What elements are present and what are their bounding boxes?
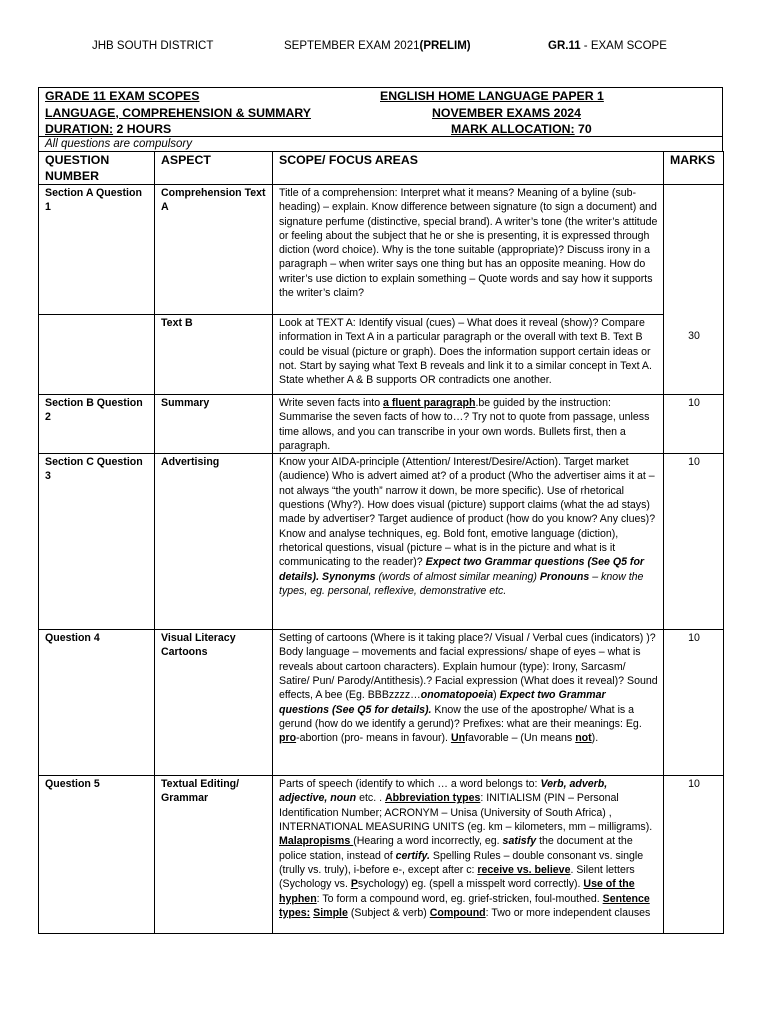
scope-text-segment: diction xyxy=(335,272,367,285)
scope-text-segment: suitable (appropriate)? xyxy=(458,244,564,257)
aspect-cell: Visual Literacy Cartoons xyxy=(155,630,273,776)
scope-text-segment: is presenting, it is expressed through xyxy=(473,229,650,242)
scope-text-segment: of cartoons (Where is it taking place?/ Visual / Verbal cues (indicators) )? xyxy=(311,632,656,645)
scope-cell xyxy=(273,185,664,315)
scope-text-segment: byline xyxy=(581,187,609,199)
scope-text-segment: : To form a compound word, eg. grief-stricken, foul-mouthed. xyxy=(316,892,603,905)
scope-text-segment: diction (word choice). xyxy=(279,244,380,257)
scope-text-segment: into xyxy=(360,397,384,409)
scope-text-segment: ) Who xyxy=(325,470,354,483)
scope-text-segment: Simple xyxy=(313,906,348,919)
table-row xyxy=(39,454,724,630)
scope-text-segment: – Unisa (University of South Africa) , xyxy=(438,806,612,819)
title-row-1 xyxy=(39,88,722,105)
scope-text-segment: ) xyxy=(493,689,500,702)
scope-text-segment: Use of the hyphen xyxy=(279,878,635,905)
scope-cell xyxy=(273,454,664,630)
compulsory-note: All questions are compulsory xyxy=(38,137,723,151)
scope-text-segment: Abbreviation types xyxy=(384,792,481,805)
duration xyxy=(45,121,171,138)
table-body xyxy=(39,185,724,934)
scope-text-segment: Un xyxy=(450,732,466,745)
grade-rest: - EXAM SCOPE xyxy=(580,40,667,52)
scope-text-segment: Prefixes: xyxy=(462,717,504,730)
table-row xyxy=(39,185,724,315)
scope-text-segment: eg. (spell a misspelt word correctly). xyxy=(408,878,584,891)
exam-label xyxy=(284,40,471,52)
grade-code: GR.11 xyxy=(548,40,581,52)
page-header xyxy=(0,40,768,56)
scope-text-segment: a fluent paragraph xyxy=(383,397,476,409)
scope-text-segment: Know the use of the apostrophe/ What is a gerund (how do we identify a gerund)? xyxy=(279,703,635,730)
scope-text-segment: – know the types, eg. personal, reflexive, demonstrative etc. xyxy=(279,570,644,597)
mark-allocation xyxy=(451,121,592,138)
scope-text-segment: receive vs. believe xyxy=(477,863,571,876)
paper-subject: LANGUAGE, COMPREHENSION & SUMMARY xyxy=(45,105,311,120)
scope-text-segment: Setting xyxy=(279,632,312,645)
scope-text-segment: what are their meanings: Eg. xyxy=(503,717,642,730)
scope-cell xyxy=(273,630,664,776)
scope-text-segment: Parts of speech xyxy=(279,778,353,791)
scope-text-segment: tone (the writer’s attitude or feeling about the subject that he or she xyxy=(279,215,658,242)
exam-session: NOVEMBER EXAMS 2024 xyxy=(432,105,581,120)
duration-value: 2 HOURS xyxy=(113,122,172,136)
header-question-number: QUESTION NUMBER xyxy=(39,152,155,185)
scope-text-segment: (words of almost similar meaning) xyxy=(375,570,540,583)
scope-text-segment: onomatopoeia xyxy=(420,689,494,702)
grade-exam-scopes: GRADE 11 EXAM SCOPES xyxy=(45,89,200,103)
scope-text-segment: your own words. xyxy=(458,425,536,438)
scope-text-segment: ; ACRONYM xyxy=(379,806,439,819)
scope-text-segment: Expect two Grammar questions (See Q5 for details). xyxy=(279,689,606,716)
scope-text-segment: . Silent letters ( xyxy=(279,863,635,891)
table-row xyxy=(39,630,724,776)
exam-name: SEPTEMBER EXAM 2021 xyxy=(284,40,420,52)
scope-text-segment: ). xyxy=(591,732,599,745)
scope-text-segment: Expect two Grammar questions (See Q5 for details). xyxy=(279,556,645,583)
scope-text-segment: the document at the police station, instead of xyxy=(279,835,633,862)
title-row-3 xyxy=(39,121,722,138)
scope-text-segment: (PIN – Personal Identification Number xyxy=(279,792,619,819)
marks-cell: 10 xyxy=(664,395,724,454)
header-aspect: ASPECT xyxy=(155,152,273,185)
scope-text-segment: Sychology vs. xyxy=(282,878,351,891)
scope-text-segment: (Hearing a word incorrectly, eg. xyxy=(353,835,503,848)
aspect-cell: Text B xyxy=(155,315,273,395)
marks-cell xyxy=(664,185,724,315)
question-number-cell: Section B Question 2 xyxy=(39,395,155,454)
aspect-cell: Advertising xyxy=(155,454,273,630)
scope-text-segment: -abortion (pro- means in favour). xyxy=(296,732,451,745)
paper-title: ENGLISH HOME LANGUAGE PAPER 1 xyxy=(380,89,604,103)
scope-text-segment: favorable – (Un means xyxy=(465,732,576,745)
scope-cell xyxy=(273,315,664,395)
scope-text-segment: Write xyxy=(279,397,307,409)
question-number-cell xyxy=(39,315,155,395)
mark-value: 70 xyxy=(574,122,592,136)
scope-text-segment: Body language xyxy=(279,646,350,659)
exam-suffix: (PRELIM) xyxy=(419,40,471,52)
scope-text-segment: not xyxy=(575,732,592,745)
scope-text-segment: (What does it reveal)? xyxy=(517,675,627,688)
scope-text-segment: Pronouns xyxy=(539,570,590,583)
mark-label: MARK ALLOCATION: xyxy=(451,122,575,136)
scope-text-segment: INTERNATIONAL MEASURING UNITS xyxy=(279,821,465,834)
scope-text-segment: Know your AIDA-principle (Attention/ Interest/Desire/Action). Target market (audience xyxy=(279,456,629,483)
scope-text-segment: (eg. km – kilometers, mm – milligrams). xyxy=(464,821,653,834)
question-number-cell: Question 4 xyxy=(39,630,155,776)
scope-text-segment: (sub-heading) – explain. Know difference between signature (to sign a document) and signature perfume (distinctive, special brand). A writer’s xyxy=(279,187,657,228)
scope-text-segment: in a paragraph – when writer says one thing but has an opposite meaning. How do writer’s use xyxy=(279,244,650,285)
scope-text-segment: Look at TEXT A: Identify visual (cues) – What does it reveal (show)? Compare information in Text A in a particular paragraph or the overall with text B. Text B could be visual (picture or graph). Does the information support certain ideas or not. Start by saying what Text B reveals and link it to a similar concept in Text A. State whether A & B supports OR contradicts one another. xyxy=(279,317,652,387)
aspect-cell: Textual Editing/ Grammar xyxy=(155,776,273,934)
header-scope: SCOPE/ FOCUS AREAS xyxy=(273,152,664,185)
table-row xyxy=(39,315,724,395)
scope-text-segment: irony xyxy=(606,244,630,257)
scope-text-segment: Verb, adverb, adjective, noun xyxy=(279,778,608,805)
scope-text-segment: etc. . xyxy=(356,792,385,805)
scope-text-segment: Spelling Rules – double consonant vs. single (trully vs. truly), i-before e-, except after c: xyxy=(279,849,644,876)
table-header-row xyxy=(39,152,724,185)
marks-cell: 30 xyxy=(664,315,724,395)
scope-text-segment: (identify to which … a word belongs to: xyxy=(352,778,541,791)
scope-text-segment: , A bee (Eg. BBBzzzz… xyxy=(310,689,421,702)
aspect-cell: Comprehension Text A xyxy=(155,185,273,315)
scope-text-segment: sychology) xyxy=(357,878,409,891)
table-row xyxy=(39,776,724,934)
scope-text-segment: Synonyms xyxy=(322,570,376,583)
scope-text-segment: certify. xyxy=(395,849,430,862)
scope-cell xyxy=(273,395,664,454)
scope-text-segment: seven facts xyxy=(306,397,361,409)
question-number-cell: Section C Question 3 xyxy=(39,454,155,630)
exam-title-box xyxy=(38,87,723,137)
marks-cell: 10 xyxy=(664,454,724,630)
scope-text-segment: Bullets first, then a paragraph. xyxy=(279,425,626,452)
header-marks: MARKS xyxy=(664,152,724,185)
marks-cell: 10 xyxy=(664,776,724,934)
scope-text-segment: : xyxy=(480,792,487,805)
scope-text-segment: Why is the tone xyxy=(379,244,458,257)
scope-text-segment: – movements and facial expressions/ shape of eyes – what is reveals about cartoon characters). Explain humour (type): Irony, Sarcasm/ Satire/ Pun/ Parody/Antithesis).? xyxy=(279,646,641,688)
scope-text-segment: Discuss xyxy=(564,244,607,257)
scope-text-segment: (Subject & verb) xyxy=(347,906,430,919)
scope-text-segment: INITIALISM xyxy=(486,792,541,805)
district-label: JHB SOUTH DISTRICT xyxy=(92,40,214,52)
duration-label: DURATION: xyxy=(45,122,114,136)
scope-text-segment: is advert aimed at? of a product (Who the advertiser aims it at – not always “the youth” narrow it down, be more specific). Use of rhetorical questions (Why?). How does visual (picture) support claims (what the ad stays) made by advertiser? Target audience of product (how do you know? Any clues)? Know and analyse techniques, eg. Bold font, emotive language (diction), rhetorical questions, visual (picture – what is in the picture and what is it communicating to the reader)? xyxy=(279,470,656,569)
scope-text-segment: satisfy xyxy=(502,835,537,848)
table-row xyxy=(39,395,724,454)
scope-text-segment: Facial expression xyxy=(435,675,518,688)
scope-text-segment: : Interpret what it means? Meaning of a xyxy=(394,187,582,199)
scope-text-segment: : Two or more independent clauses xyxy=(485,906,651,919)
question-number-cell: Question 5 xyxy=(39,776,155,934)
marks-cell: 10 xyxy=(664,630,724,776)
scope-text-segment: Sentence types: xyxy=(279,892,650,919)
scope-text-segment: Compound xyxy=(429,906,486,919)
scope-text-segment: to explain something – Quote words and say how it supports the writer’s claim? xyxy=(279,272,653,300)
aspect-cell: Summary xyxy=(155,395,273,454)
scope-text-segment: pro xyxy=(279,732,297,745)
scope-text-segment: Sound effects xyxy=(279,675,658,702)
scope-text-segment: Title of a comprehension xyxy=(279,187,395,199)
grade-label xyxy=(548,40,667,52)
title-row-2 xyxy=(39,105,722,122)
scope-text-segment: Malapropisms xyxy=(279,835,354,848)
scope-text-segment: .be guided by the instruction: Summarise the seven facts of how to…? Try not to quote from passage, unless time allows, and you can transcribe in xyxy=(279,397,650,438)
scope-text-segment: P xyxy=(350,878,358,891)
scope-cell xyxy=(273,776,664,934)
exam-scope-table xyxy=(38,151,724,934)
question-number-cell: Section A Question 1 xyxy=(39,185,155,315)
